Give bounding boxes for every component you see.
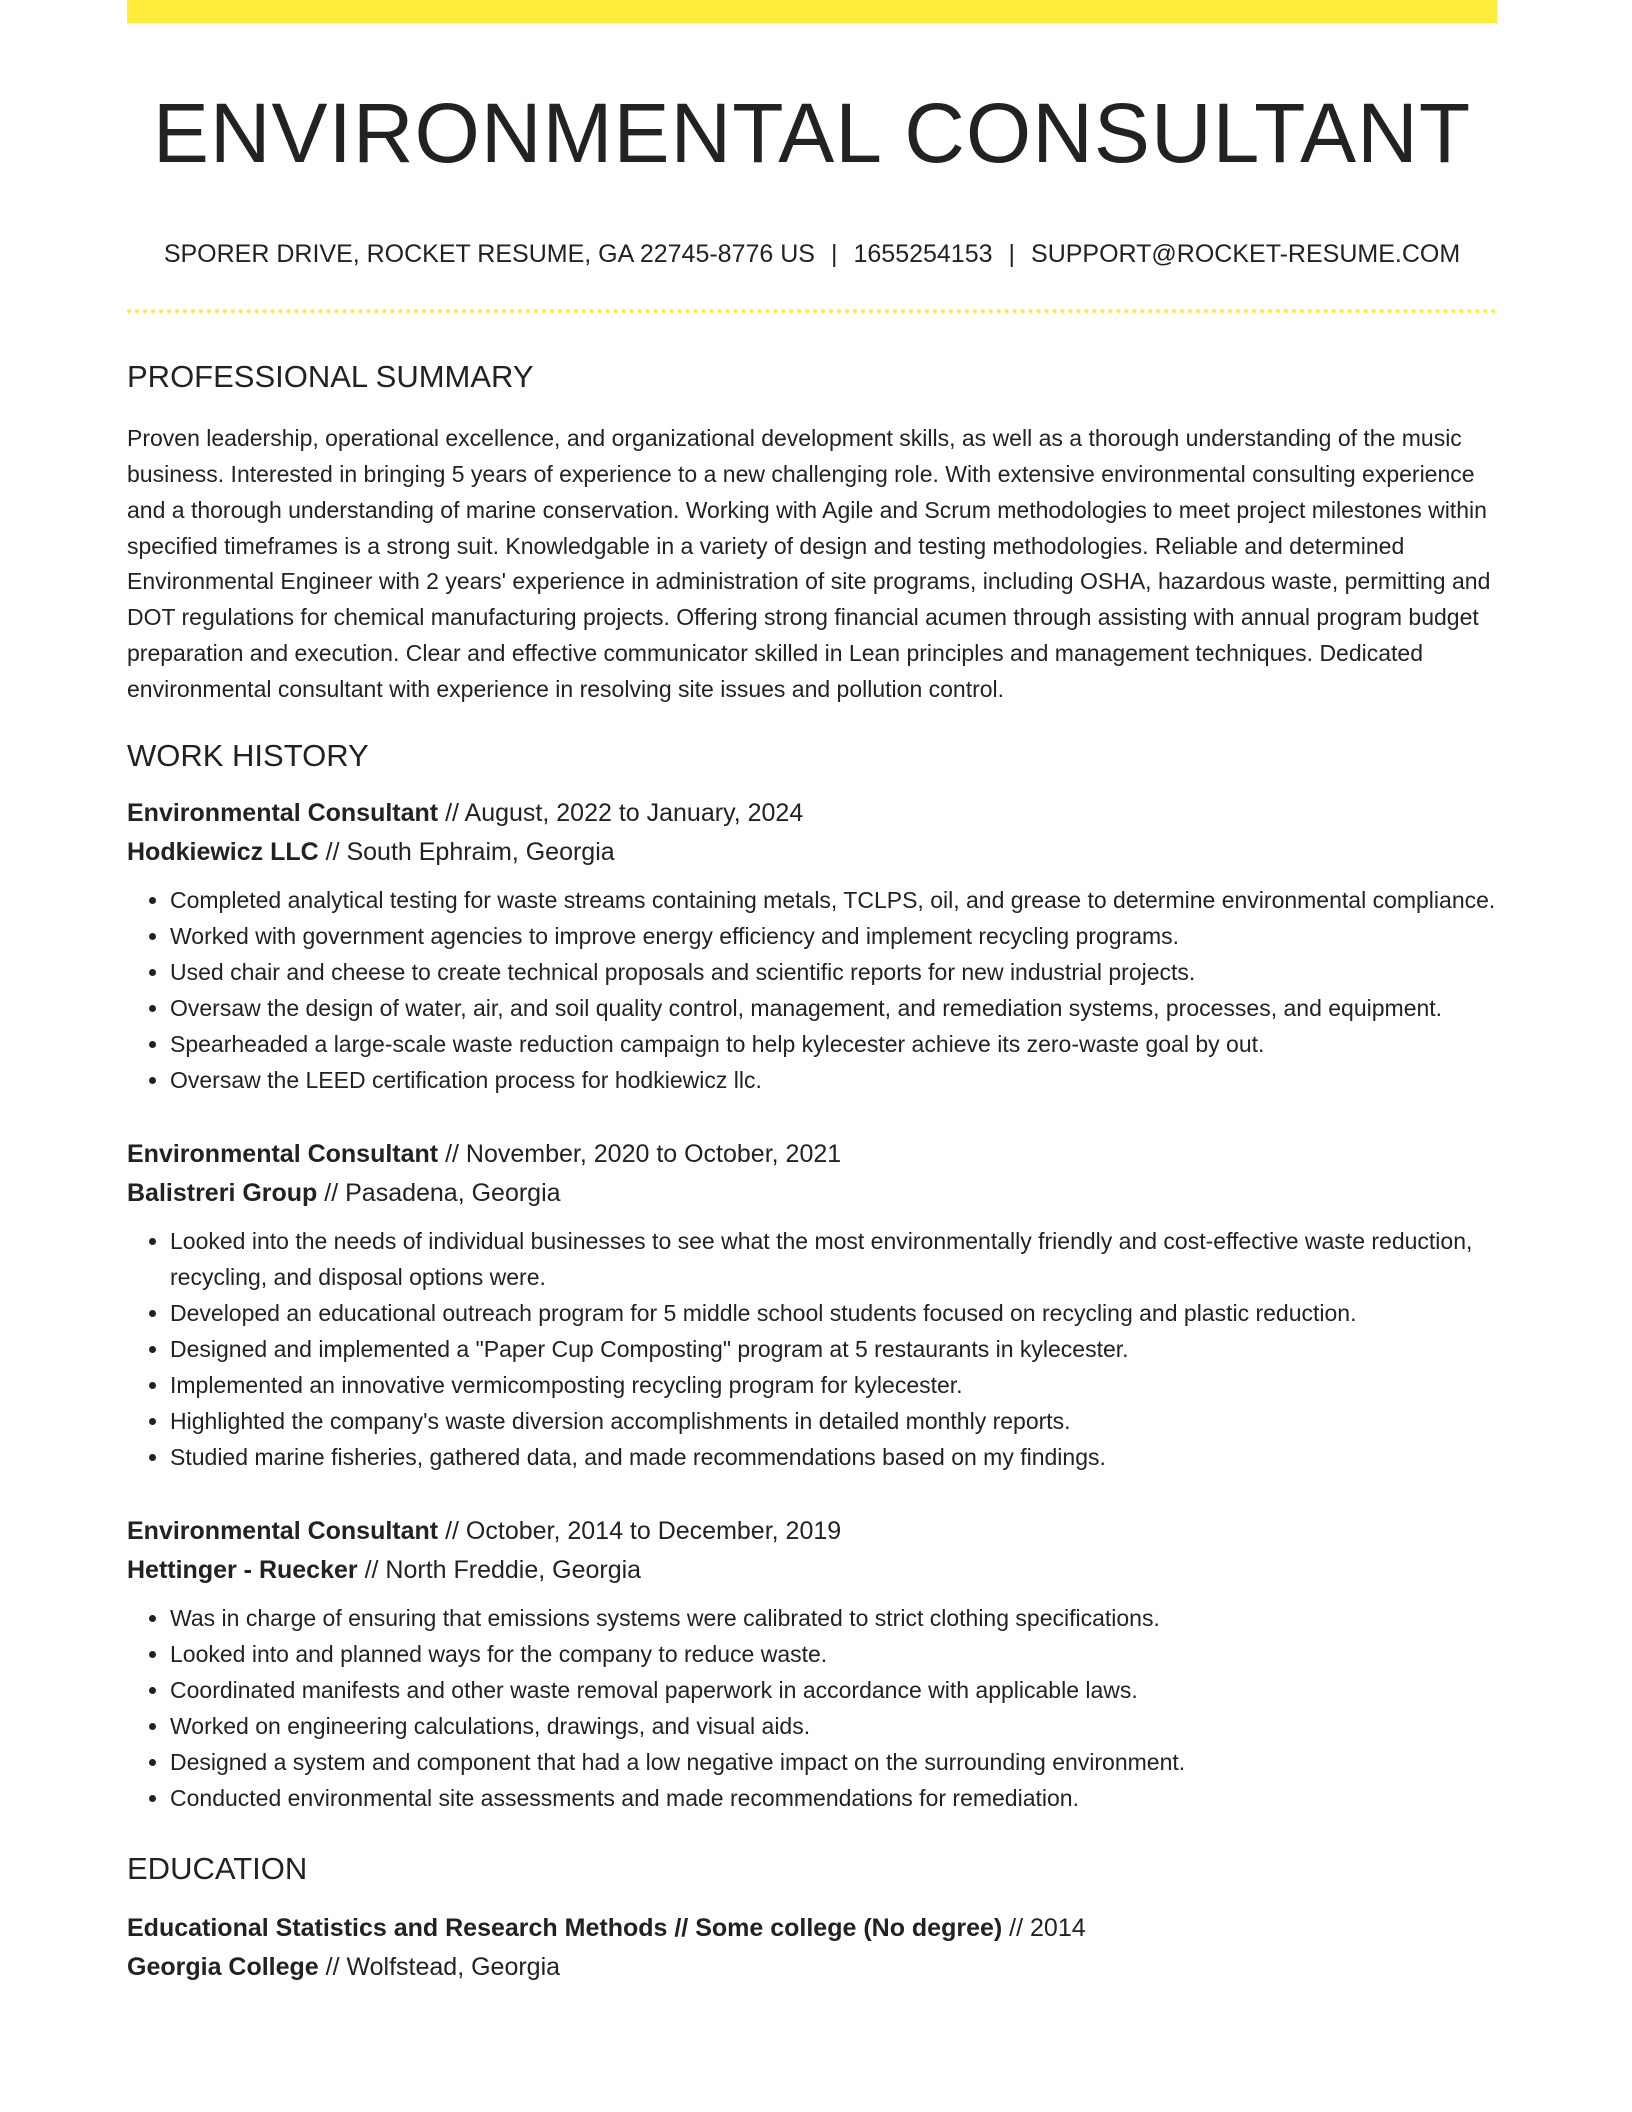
job-bullets — [127, 882, 1497, 1098]
job-bullet: • Designed and implemented a "Paper Cup Composting" program at 5 restaurants in kylecester. — [170, 1331, 1497, 1367]
education-heading: EDUCATION — [127, 1850, 308, 1886]
contact-separator: | — [830, 240, 838, 269]
job-bullets — [127, 1223, 1497, 1475]
education-degree: Educational Statistics and Research Methods // Some college (No degree) — [127, 1913, 1003, 1942]
job-entry — [127, 1135, 1497, 1475]
job-dates: // November, 2020 to October, 2021 — [438, 1139, 842, 1168]
accent-top-bar — [127, 0, 1497, 23]
job-location: // South Ephraim, Georgia — [318, 837, 615, 866]
job-bullet: • Developed an educational outreach program for 5 middle school students focused on recycling and plastic reduction. — [170, 1295, 1497, 1331]
education-degree-line — [127, 1909, 1497, 1948]
job-location: // Pasadena, Georgia — [317, 1178, 561, 1207]
job-title: Environmental Consultant — [127, 1516, 439, 1545]
job-title-line — [127, 794, 1497, 833]
job-bullet: • Highlighted the company's waste diversion accomplishments in detailed monthly reports. — [170, 1403, 1497, 1439]
job-dates: // August, 2022 to January, 2024 — [438, 798, 804, 827]
job-company: Hettinger - Ruecker — [127, 1555, 358, 1584]
job-bullet: • Looked into and planned ways for the company to reduce waste. — [170, 1636, 1497, 1672]
contact-line — [127, 239, 1497, 269]
job-title-line — [127, 1512, 1497, 1551]
job-bullet: • Spearheaded a large-scale waste reduction campaign to help kylecester achieve its zero-waste goal by out. — [170, 1026, 1497, 1062]
education-location: // Wolfstead, Georgia — [318, 1952, 561, 1981]
job-bullet: • Looked into the needs of individual businesses to see what the most environmentally friendly and cost-effective waste reduction, recycling, and disposal options were. — [170, 1223, 1497, 1295]
contact-email: SUPPORT@ROCKET-RESUME.COM — [1031, 240, 1461, 269]
job-company-line — [127, 1174, 1497, 1213]
job-bullets — [127, 1600, 1497, 1816]
job-entry — [127, 1512, 1497, 1816]
job-bullet: • Conducted environmental site assessments and made recommendations for remediation. — [170, 1780, 1497, 1816]
job-bullet: • Designed a system and component that had a low negative impact on the surrounding environment. — [170, 1744, 1497, 1780]
contact-phone: 1655254153 — [853, 240, 993, 269]
education-school-line — [127, 1948, 1497, 1987]
education-year: // 2014 — [1002, 1913, 1086, 1942]
resume-page — [127, 0, 1497, 1987]
job-title-line — [127, 1135, 1497, 1174]
job-bullet: • Worked on engineering calculations, drawings, and visual aids. — [170, 1708, 1497, 1744]
work-history-heading: WORK HISTORY — [127, 737, 369, 773]
summary-text: Proven leadership, operational excellence, and organizational development skills, as well as a thorough understanding of the music business. Interested in bringing 5 years of experience to a new challenging role. With extensive environmental consulting experience and a thorough understanding of marine conservation. Working with Agile and Scrum methodologies to meet project milestones within specified timeframes is a strong suit. Knowledgable in a variety of design and testing methodologies. Reliable and determined Environmental Engineer with 2 years' experience in administration of site programs, including OSHA, hazardous waste, permitting and DOT regulations for chemical manufacturing projects. Offering strong financial acumen through assisting with annual program budget preparation and execution. Clear and effective communicator skilled in Lean principles and management techniques. Dedicated environmental consultant with experience in resolving site issues and pollution control. — [127, 425, 1491, 702]
job-bullet: • Coordinated manifests and other waste removal paperwork in accordance with applicable laws. — [170, 1672, 1497, 1708]
contact-address: SPORER DRIVE, ROCKET RESUME, GA 22745-8776 US — [163, 240, 815, 269]
page-title: ENVIRONMENTAL CONSULTANT — [152, 86, 1472, 180]
job-bullet: • Studied marine fisheries, gathered data, and made recommendations based on my findings. — [170, 1439, 1497, 1475]
job-entry — [127, 794, 1497, 1098]
job-bullet: • Used chair and cheese to create technical proposals and scientific reports for new industrial projects. — [170, 954, 1497, 990]
job-title: Environmental Consultant — [127, 1139, 439, 1168]
job-company-line — [127, 1551, 1497, 1590]
job-bullet: • Implemented an innovative vermicomposting recycling program for kylecester. — [170, 1367, 1497, 1403]
job-bullet: • Completed analytical testing for waste streams containing metals, TCLPS, oil, and grease to determine environmental compliance. — [170, 882, 1497, 918]
job-title: Environmental Consultant — [127, 798, 439, 827]
job-bullet: • Oversaw the LEED certification process for hodkiewicz llc. — [170, 1062, 1497, 1098]
contact-separator: | — [1008, 240, 1016, 269]
job-bullet: • Was in charge of ensuring that emissions systems were calibrated to strict clothing specifications. — [170, 1600, 1497, 1636]
job-company-line — [127, 833, 1497, 872]
job-location: // North Freddie, Georgia — [357, 1555, 642, 1584]
job-dates: // October, 2014 to December, 2019 — [438, 1516, 842, 1545]
job-company: Balistreri Group — [127, 1178, 318, 1207]
education-school: Georgia College — [127, 1952, 319, 1981]
job-bullet: • Oversaw the design of water, air, and soil quality control, management, and remediation systems, processes, and equipment. — [170, 990, 1497, 1026]
header-divider — [127, 309, 1497, 313]
education-entry — [127, 1909, 1497, 1987]
summary-heading: PROFESSIONAL SUMMARY — [127, 359, 534, 395]
job-company: Hodkiewicz LLC — [127, 837, 319, 866]
job-bullet: • Worked with government agencies to improve energy efficiency and implement recycling programs. — [170, 918, 1497, 954]
